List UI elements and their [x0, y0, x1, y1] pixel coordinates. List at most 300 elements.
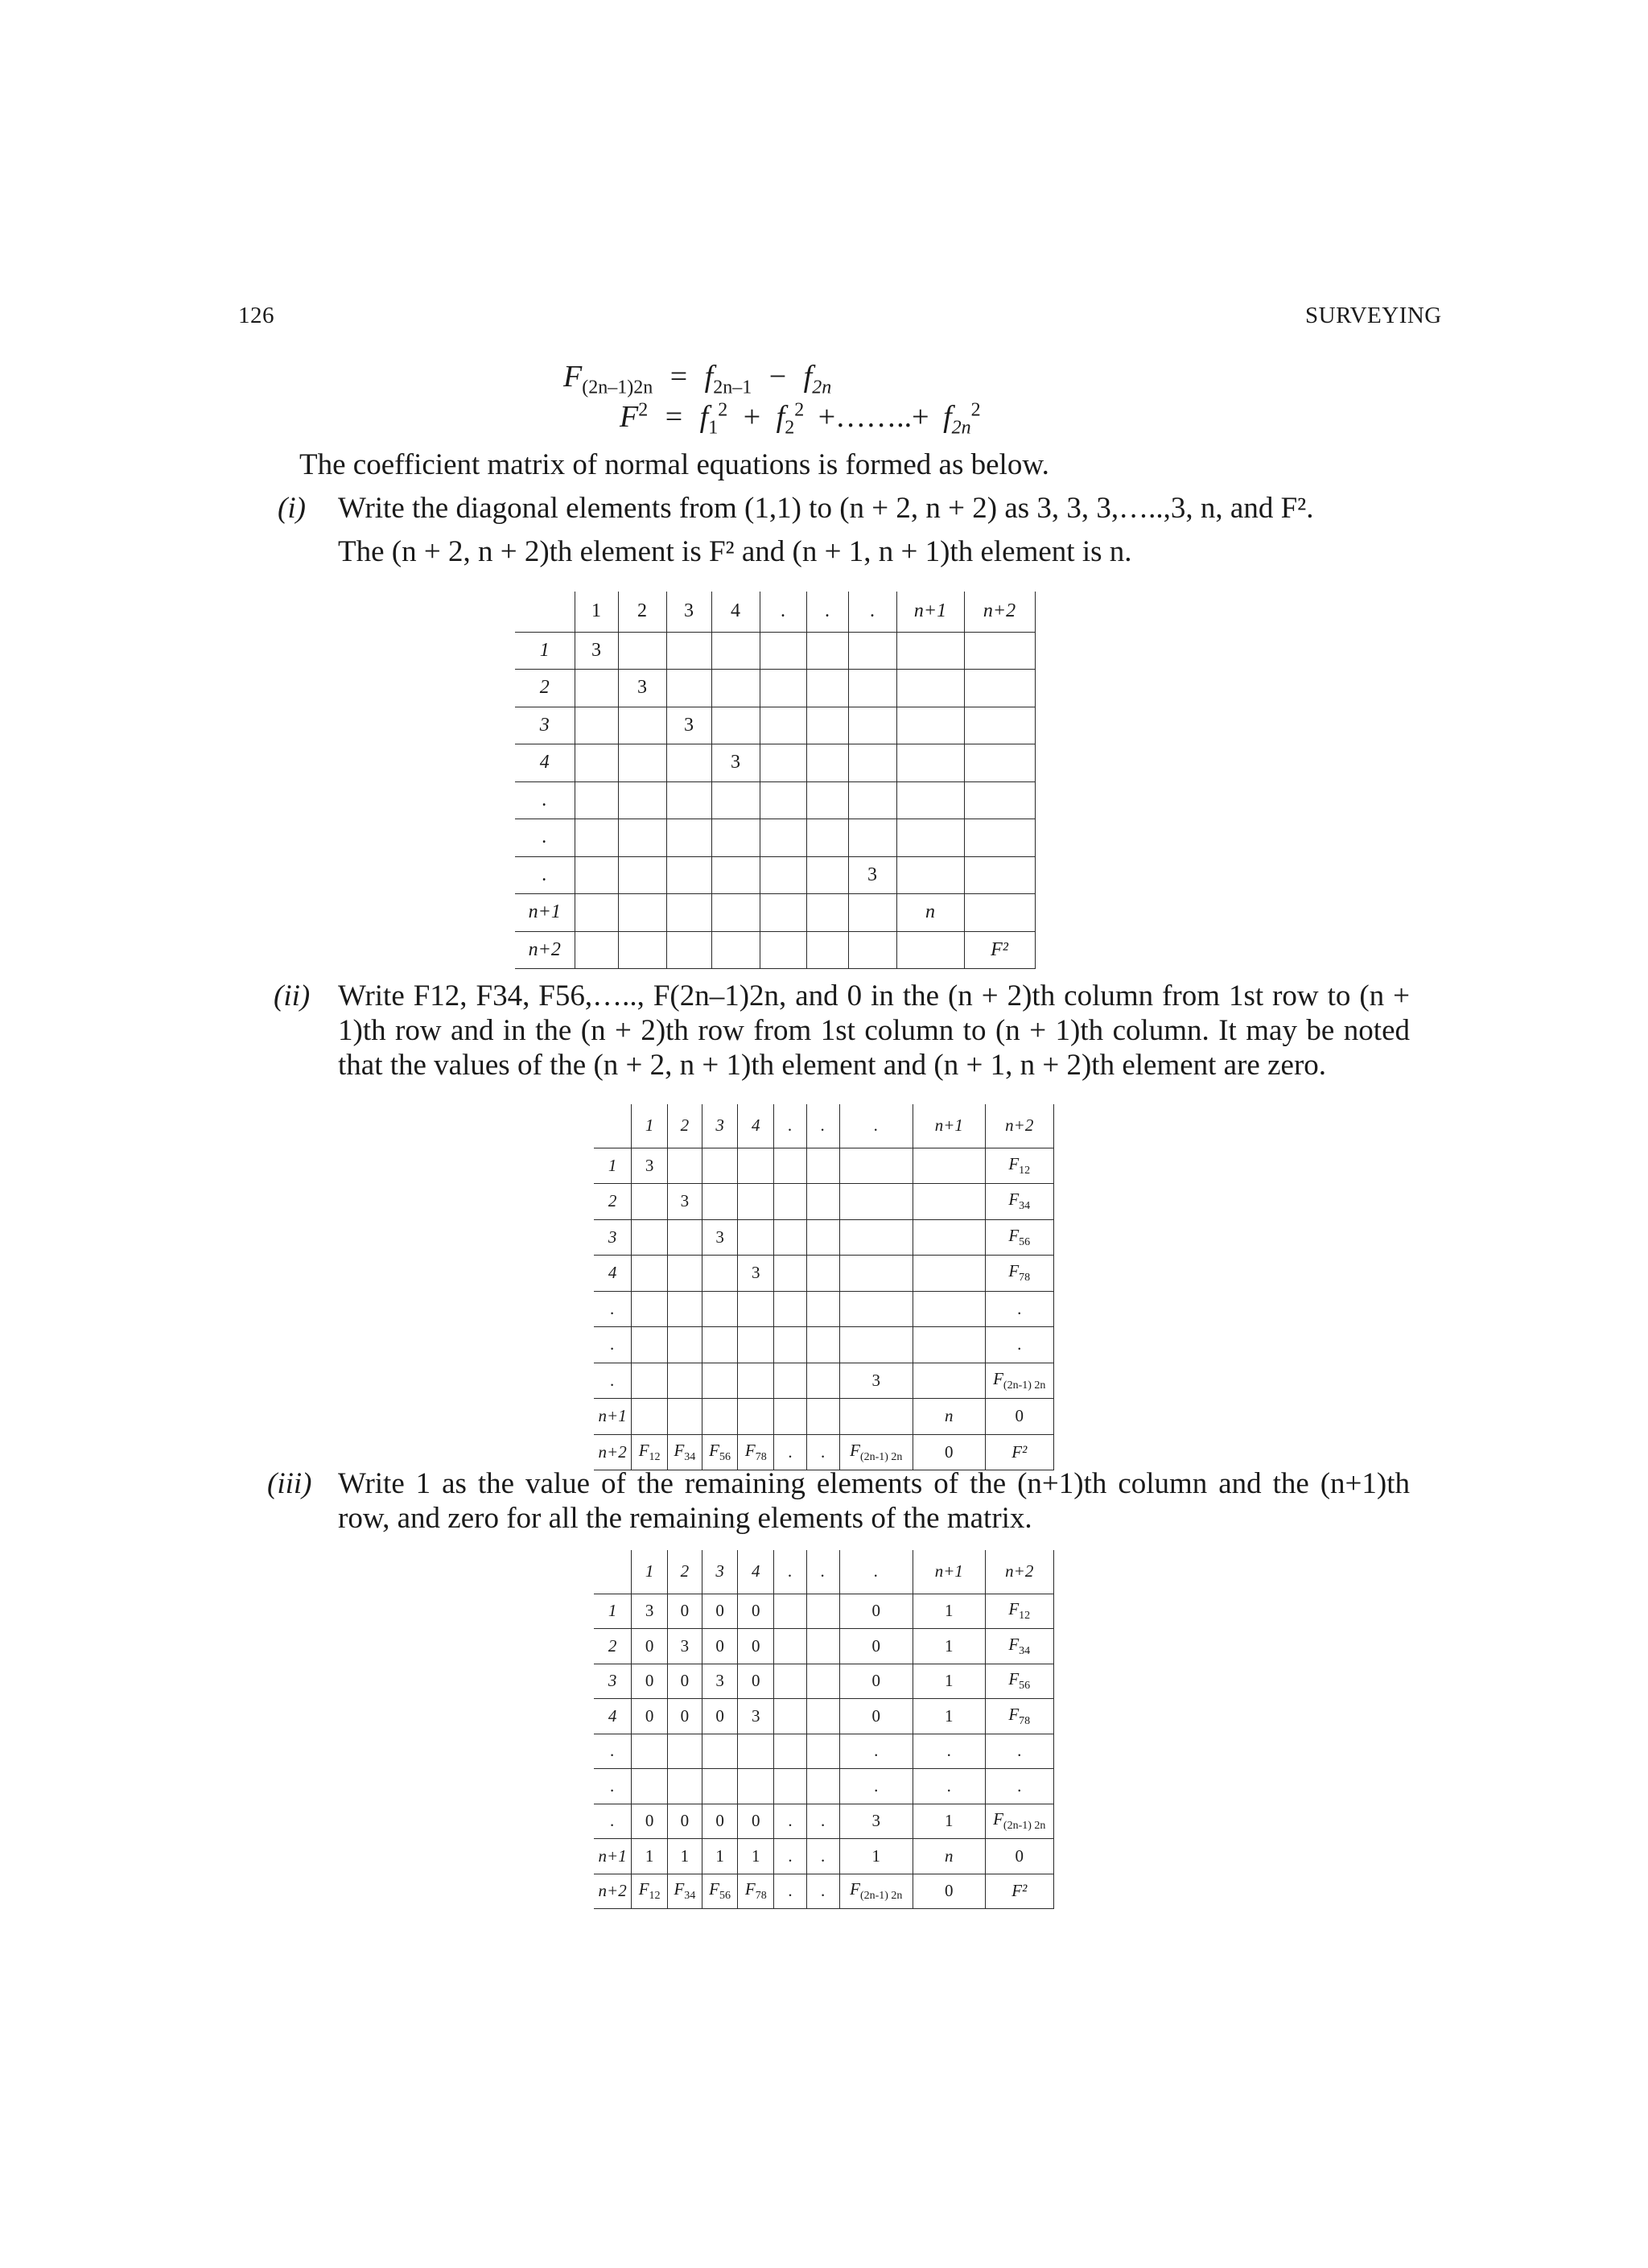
row-header: 1 — [594, 1594, 632, 1629]
matrix-cell: 0 — [702, 1594, 738, 1629]
matrix-cell: $F_{(2n-1) 2n}$ — [839, 1874, 913, 1909]
matrix-cell — [575, 856, 618, 894]
row-header: . — [594, 1769, 632, 1804]
row-header: . — [515, 856, 575, 894]
row-header: n+1 — [515, 894, 575, 932]
matrix-cell: $F_{34}$ — [668, 1434, 702, 1470]
matrix-cell — [760, 632, 806, 670]
matrix-cell — [806, 856, 848, 894]
column-header: . — [839, 1104, 913, 1148]
row-header: . — [594, 1804, 632, 1839]
matrix-cell: 3 — [839, 1804, 913, 1839]
matrix-cell: F² — [985, 1434, 1053, 1470]
matrix-cell — [738, 1148, 774, 1184]
matrix-cell: $F_{34}$ — [668, 1874, 702, 1909]
matrix-cell — [896, 781, 964, 819]
row-header: 3 — [594, 1219, 632, 1256]
matrix-cell: 3 — [668, 1184, 702, 1220]
matrix-cell — [760, 819, 806, 857]
matrix-row — [594, 1148, 1054, 1184]
matrix-cell — [896, 856, 964, 894]
matrix-cell — [806, 670, 848, 707]
column-header: 1 — [632, 1104, 668, 1148]
matrix-complete — [594, 1550, 1054, 1909]
matrix-cell — [774, 1363, 807, 1399]
matrix-row — [594, 1363, 1054, 1399]
matrix-cell: $F_{12}$ — [632, 1874, 668, 1909]
matrix-cell — [848, 781, 896, 819]
matrix-cell: . — [806, 1434, 839, 1470]
matrix-row — [515, 856, 1035, 894]
matrix-cell — [711, 931, 760, 969]
matrix-cell — [711, 781, 760, 819]
matrix-cell: $F_{(2n-1) 2n}$ — [985, 1363, 1053, 1399]
matrix-cell: 1 — [702, 1839, 738, 1874]
matrix-cell: 0 — [738, 1594, 774, 1629]
matrix-cell — [839, 1399, 913, 1435]
matrix-cell — [806, 1219, 839, 1256]
column-header: . — [848, 592, 896, 632]
matrix-cell — [806, 707, 848, 744]
matrix-cell — [760, 894, 806, 932]
matrix-cell: 1 — [632, 1839, 668, 1874]
matrix-cell — [806, 1363, 839, 1399]
row-header: n+1 — [594, 1399, 632, 1435]
matrix-cell: 0 — [632, 1629, 668, 1664]
matrix-cell — [702, 1769, 738, 1804]
matrix-cell: 3 — [848, 856, 896, 894]
matrix-row — [594, 1399, 1054, 1435]
matrix-cell — [806, 1184, 839, 1220]
row-header: n+1 — [594, 1839, 632, 1874]
column-header: n+2 — [964, 592, 1035, 632]
matrix-cell: . — [806, 1839, 839, 1874]
matrix-cell: . — [839, 1769, 913, 1804]
matrix-cell: . — [985, 1734, 1053, 1769]
matrix-cell — [711, 856, 760, 894]
matrix-cell: n — [913, 1399, 985, 1435]
step-1-line-1: Write the diagonal elements from (1,1) to (n + 2, n + 2) as 3, 3, 3,…..,3, n, and F². — [338, 492, 1314, 525]
row-header: 3 — [594, 1664, 632, 1699]
matrix-cell — [774, 1699, 807, 1734]
matrix-cell — [806, 1769, 839, 1804]
matrix-cell — [738, 1327, 774, 1363]
matrix-cell: $F_{12}$ — [985, 1148, 1053, 1184]
matrix-cell: $F_{78}$ — [985, 1256, 1053, 1292]
column-header: . — [806, 1104, 839, 1148]
column-header: . — [760, 592, 806, 632]
matrix-cell — [760, 744, 806, 782]
matrix-row — [515, 781, 1035, 819]
matrix-cell: 0 — [839, 1664, 913, 1699]
matrix-cell: 0 — [839, 1699, 913, 1734]
matrix-cell: 3 — [575, 632, 618, 670]
matrix-cell — [964, 632, 1035, 670]
matrix-row — [515, 707, 1035, 744]
matrix-cell — [760, 781, 806, 819]
matrix-cell — [668, 1734, 702, 1769]
matrix-cell — [774, 1327, 807, 1363]
equation-2: $F^2 = f_1^2 + f_2^2$ +……..+ $f_{2n}^2$ — [620, 399, 981, 439]
matrix-cell — [964, 894, 1035, 932]
matrix-cell — [806, 1699, 839, 1734]
matrix-cell — [913, 1184, 985, 1220]
row-header: n+2 — [594, 1874, 632, 1909]
matrix-cell: . — [774, 1839, 807, 1874]
matrix-cell — [760, 707, 806, 744]
matrix-row — [594, 1434, 1054, 1470]
matrix-cell — [668, 1256, 702, 1292]
matrix-cell: 0 — [985, 1399, 1053, 1435]
matrix-cell — [760, 931, 806, 969]
matrix-corner-cell — [594, 1104, 632, 1148]
matrix-cell: 0 — [668, 1804, 702, 1839]
matrix-cell — [848, 707, 896, 744]
matrix-cell: 1 — [839, 1839, 913, 1874]
matrix-cell — [632, 1327, 668, 1363]
matrix-cell: 1 — [913, 1664, 985, 1699]
matrix-cell: $F_{78}$ — [985, 1699, 1053, 1734]
matrix-cell — [738, 1363, 774, 1399]
matrix-cell — [774, 1769, 807, 1804]
matrix-cell: 0 — [913, 1874, 985, 1909]
matrix-cell — [702, 1363, 738, 1399]
matrix-cell: $F_{34}$ — [985, 1184, 1053, 1220]
matrix-cell — [666, 632, 711, 670]
matrix-row — [594, 1664, 1054, 1699]
matrix-cell: 1 — [668, 1839, 702, 1874]
matrix-cell — [839, 1184, 913, 1220]
matrix-cell — [668, 1148, 702, 1184]
step-3-text: Write 1 as the value of the remaining elements of the (n+1)th column and the (n+1)th row, and zero for all the remaining elements of the matrix. — [338, 1467, 1410, 1535]
matrix-cell — [618, 744, 666, 782]
matrix-cell — [618, 931, 666, 969]
row-header: 2 — [515, 670, 575, 707]
matrix-cell: . — [774, 1804, 807, 1839]
page-number: 126 — [238, 303, 274, 328]
column-header: . — [774, 1550, 807, 1594]
column-header: 1 — [632, 1550, 668, 1594]
matrix-row — [515, 894, 1035, 932]
matrix-cell — [806, 1664, 839, 1699]
matrix-cell — [575, 707, 618, 744]
matrix-cell — [632, 1291, 668, 1327]
matrix-cell: 1 — [738, 1839, 774, 1874]
column-header: 3 — [702, 1550, 738, 1594]
matrix-cell: . — [985, 1327, 1053, 1363]
matrix-cell: . — [839, 1734, 913, 1769]
matrix-cell — [711, 707, 760, 744]
matrix-cell: 0 — [632, 1664, 668, 1699]
matrix-cell — [806, 1291, 839, 1327]
matrix-row — [515, 744, 1035, 782]
matrix-row — [594, 1769, 1054, 1804]
row-header: n+2 — [594, 1434, 632, 1470]
row-header: . — [594, 1327, 632, 1363]
matrix-cell — [666, 819, 711, 857]
matrix-cell — [738, 1219, 774, 1256]
matrix-cell — [806, 632, 848, 670]
matrix-cell — [896, 707, 964, 744]
matrix-cell — [632, 1769, 668, 1804]
matrix-cell — [618, 707, 666, 744]
step-1-label: (i) — [278, 492, 306, 525]
matrix-cell — [668, 1363, 702, 1399]
matrix-cell — [913, 1148, 985, 1184]
matrix-cell — [839, 1219, 913, 1256]
matrix-cell — [896, 931, 964, 969]
matrix-cell — [666, 856, 711, 894]
matrix-cell: 0 — [738, 1804, 774, 1839]
matrix-cell: 3 — [632, 1594, 668, 1629]
matrix-cell — [632, 1734, 668, 1769]
matrix-row — [594, 1839, 1054, 1874]
matrix-cell: 0 — [632, 1699, 668, 1734]
matrix-cell: 3 — [666, 707, 711, 744]
matrix-row — [515, 819, 1035, 857]
column-header: n+2 — [985, 1550, 1053, 1594]
matrix-cell — [702, 1184, 738, 1220]
matrix-row — [594, 1699, 1054, 1734]
column-header: 4 — [738, 1550, 774, 1594]
matrix-cell — [702, 1327, 738, 1363]
matrix-cell — [848, 894, 896, 932]
matrix-cell — [806, 819, 848, 857]
matrix-cell: 1 — [913, 1699, 985, 1734]
matrix-cell: . — [985, 1769, 1053, 1804]
matrix-cell — [774, 1399, 807, 1435]
matrix-cell — [575, 819, 618, 857]
matrix-row — [594, 1734, 1054, 1769]
matrix-cell — [575, 781, 618, 819]
matrix-cell — [738, 1291, 774, 1327]
matrix-cell — [774, 1734, 807, 1769]
matrix-cell: . — [913, 1734, 985, 1769]
running-title: SURVEYING — [1305, 303, 1442, 328]
matrix-cell — [806, 744, 848, 782]
matrix-cell — [711, 632, 760, 670]
row-header: 3 — [515, 707, 575, 744]
matrix-cell — [618, 819, 666, 857]
step-1-line-2: The (n + 2, n + 2)th element is F² and (n + 1, n + 1)th element is n. — [338, 535, 1132, 568]
matrix-cell — [774, 1184, 807, 1220]
matrix-cell: F² — [964, 931, 1035, 969]
matrix-cell: 0 — [702, 1699, 738, 1734]
matrix-cell — [913, 1363, 985, 1399]
matrix-cell — [738, 1184, 774, 1220]
matrix-cell — [668, 1291, 702, 1327]
column-header: n+2 — [985, 1104, 1053, 1148]
matrix-cell: 0 — [668, 1699, 702, 1734]
matrix-cell: n — [896, 894, 964, 932]
matrix-row — [594, 1629, 1054, 1664]
matrix-cell — [618, 632, 666, 670]
matrix-cell: 0 — [913, 1434, 985, 1470]
column-header: n+1 — [913, 1550, 985, 1594]
matrix-cell: $F_{56}$ — [702, 1434, 738, 1470]
matrix-cell — [774, 1664, 807, 1699]
matrix-cell — [806, 1399, 839, 1435]
matrix-cell: 3 — [702, 1664, 738, 1699]
matrix-cell: 0 — [738, 1664, 774, 1699]
matrix-row — [594, 1804, 1054, 1839]
column-header: 2 — [618, 592, 666, 632]
matrix-row — [594, 1594, 1054, 1629]
matrix-row — [594, 1327, 1054, 1363]
matrix-cell — [575, 744, 618, 782]
matrix-cell: $F_{(2n-1) 2n}$ — [839, 1434, 913, 1470]
matrix-cell: 0 — [702, 1629, 738, 1664]
matrix-cell: 0 — [839, 1629, 913, 1664]
matrix-cell — [668, 1399, 702, 1435]
matrix-cell — [806, 1148, 839, 1184]
matrix-cell — [774, 1291, 807, 1327]
matrix-cell — [774, 1219, 807, 1256]
row-header: 2 — [594, 1629, 632, 1664]
matrix-cell: 0 — [702, 1804, 738, 1839]
equation-1: $F_{(2n-1)2n} = f_{2n-1} - f_{2n}$ — [563, 360, 832, 398]
matrix-cell — [839, 1327, 913, 1363]
matrix-cell: . — [774, 1874, 807, 1909]
matrix-cell — [839, 1291, 913, 1327]
matrix-cell: 0 — [668, 1594, 702, 1629]
matrix-cell — [632, 1219, 668, 1256]
row-header: 4 — [515, 744, 575, 782]
matrix-cell — [806, 1256, 839, 1292]
matrix-cell — [666, 894, 711, 932]
matrix-cell — [839, 1148, 913, 1184]
matrix-cell: 3 — [738, 1256, 774, 1292]
matrix-cell: F² — [985, 1874, 1053, 1909]
matrix-cell: 0 — [985, 1839, 1053, 1874]
matrix-cell — [896, 632, 964, 670]
matrix-row — [515, 931, 1035, 969]
matrix-cell: . — [985, 1291, 1053, 1327]
matrix-cell — [913, 1219, 985, 1256]
matrix-cell — [848, 931, 896, 969]
matrix-cell — [618, 894, 666, 932]
matrix-cell: $F_{78}$ — [738, 1434, 774, 1470]
matrix-diagonal — [515, 592, 1036, 969]
matrix-cell: $F_{56}$ — [702, 1874, 738, 1909]
matrix-cell: 0 — [839, 1594, 913, 1629]
matrix-cell — [632, 1256, 668, 1292]
row-header: 4 — [594, 1699, 632, 1734]
matrix-cell — [711, 819, 760, 857]
row-header: 1 — [515, 632, 575, 670]
column-header: n+1 — [913, 1104, 985, 1148]
matrix-cell — [964, 819, 1035, 857]
column-header: 4 — [711, 592, 760, 632]
matrix-cell: 3 — [711, 744, 760, 782]
row-header: 1 — [594, 1148, 632, 1184]
row-header: n+2 — [515, 931, 575, 969]
matrix-cell — [806, 1629, 839, 1664]
matrix-cell — [848, 744, 896, 782]
matrix-cell — [738, 1734, 774, 1769]
matrix-cell — [913, 1327, 985, 1363]
column-header: 2 — [668, 1550, 702, 1594]
matrix-cell — [575, 931, 618, 969]
matrix-cell — [839, 1256, 913, 1292]
matrix-cell: 1 — [913, 1594, 985, 1629]
matrix-row — [594, 1256, 1054, 1292]
matrix-cell: 0 — [632, 1804, 668, 1839]
matrix-cell — [702, 1291, 738, 1327]
matrix-cell: . — [806, 1804, 839, 1839]
matrix-cell — [738, 1399, 774, 1435]
matrix-cell — [666, 781, 711, 819]
matrix-cell — [668, 1327, 702, 1363]
matrix-cell: 3 — [702, 1219, 738, 1256]
matrix-partial — [594, 1104, 1054, 1470]
column-header: 1 — [575, 592, 618, 632]
row-header: . — [515, 781, 575, 819]
column-header: 2 — [668, 1104, 702, 1148]
matrix-cell — [896, 744, 964, 782]
matrix-row — [594, 1219, 1054, 1256]
matrix-row — [515, 670, 1035, 707]
matrix-cell — [618, 856, 666, 894]
matrix-cell: 3 — [632, 1148, 668, 1184]
row-header: . — [594, 1363, 632, 1399]
matrix-cell: 3 — [839, 1363, 913, 1399]
matrix-cell — [632, 1184, 668, 1220]
matrix-cell — [702, 1734, 738, 1769]
matrix-row — [594, 1291, 1054, 1327]
matrix-cell: $F_{34}$ — [985, 1629, 1053, 1664]
row-header: . — [515, 819, 575, 857]
step-2-text: Write F12, F34, F56,….., F(2n–1)2n, and 0 in the (n + 2)th column from 1st row to (n + 1)th row and in the (n + 2)th row from 1st column to (n + 1)th column. It may be noted that the values of the (n + 2, n + 1)th element and (n + 1, n + 2)th element are zero. — [338, 979, 1410, 1082]
matrix-cell: n — [913, 1839, 985, 1874]
matrix-corner-cell — [594, 1550, 632, 1594]
matrix-cell — [702, 1256, 738, 1292]
matrix-cell: $F_{56}$ — [985, 1664, 1053, 1699]
matrix-cell — [964, 707, 1035, 744]
matrix-cell — [964, 856, 1035, 894]
step-3-label: (iii) — [267, 1467, 312, 1500]
matrix-cell: . — [774, 1434, 807, 1470]
matrix-cell — [806, 1327, 839, 1363]
matrix-cell — [806, 894, 848, 932]
row-header: 2 — [594, 1184, 632, 1220]
matrix-cell: 1 — [913, 1804, 985, 1839]
matrix-cell — [964, 744, 1035, 782]
matrix-cell — [632, 1399, 668, 1435]
matrix-cell: 1 — [913, 1629, 985, 1664]
matrix-cell — [666, 744, 711, 782]
matrix-cell: 3 — [668, 1629, 702, 1664]
row-header: 4 — [594, 1256, 632, 1292]
matrix-cell — [711, 894, 760, 932]
matrix-cell — [774, 1148, 807, 1184]
matrix-cell: $F_{78}$ — [738, 1874, 774, 1909]
matrix-cell: $F_{12}$ — [985, 1594, 1053, 1629]
matrix-cell — [806, 781, 848, 819]
matrix-cell — [702, 1399, 738, 1435]
matrix-cell — [848, 632, 896, 670]
matrix-cell: $F_{(2n-1) 2n}$ — [985, 1804, 1053, 1839]
matrix-cell — [666, 670, 711, 707]
matrix-cell — [848, 819, 896, 857]
matrix-cell — [668, 1769, 702, 1804]
matrix-row — [594, 1184, 1054, 1220]
matrix-cell: 0 — [738, 1629, 774, 1664]
matrix-cell — [738, 1769, 774, 1804]
intro-text: The coefficient matrix of normal equations is formed as below. — [299, 448, 1049, 481]
matrix-cell — [760, 856, 806, 894]
matrix-cell — [774, 1256, 807, 1292]
